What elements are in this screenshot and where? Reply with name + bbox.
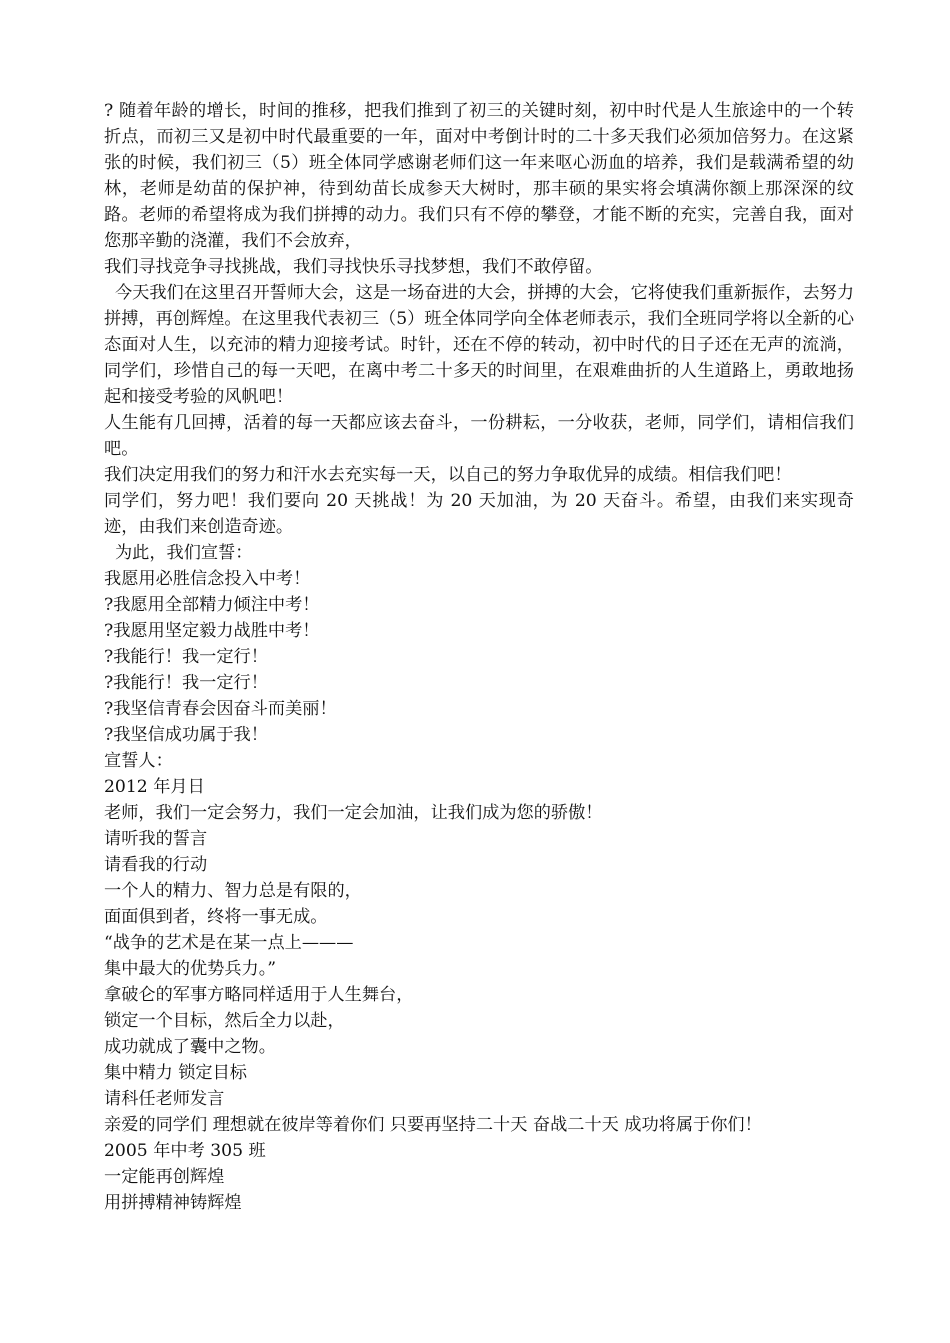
- document-page: [104, 98, 854, 1216]
- text-line: 面面俱到者，终将一事无成。: [104, 907, 328, 927]
- text-line: 请科任老师发言: [104, 1089, 225, 1109]
- oath-signer: 宣誓人：: [104, 751, 173, 771]
- paragraph-line: 我们决定用我们的努力和汗水去充实每一天，以自己的努力争取优异的成绩。相信我们吧！: [104, 465, 792, 485]
- text-line: 2005 年中考 305 班: [104, 1141, 266, 1161]
- oath-line: ?我愿用坚定毅力战胜中考！: [104, 621, 320, 641]
- paragraph-intro: ? 随着年龄的增长，时间的推移，把我们推到了初三的关键时刻，初中时代是人生旅途中的一个转折点，而初三又是初中时代最重要的一年，面对中考倒计时的二十多天我们必须加倍努力。在这紧张的时候，我们初三（5）班全体同学感谢老师们这一年来呕心沥血的培养，我们是载满希望的幼林，老师是幼苗的保护神，待到幼苗长成参天大树时，那丰硕的果实将会填满你额上那深深的纹路。老师的希望将成为我们拼搏的动力。我们只有不停的攀登，才能不断的充实，完善自我，面对您那辛勤的浇灌，我们不会放弃，: [104, 101, 854, 251]
- text-line: 亲爱的同学们 理想就在彼岸等着你们 只要再坚持二十天 奋战二十天 成功将属于你们！: [104, 1115, 762, 1135]
- oath-line: ?我愿用全部精力倾注中考！: [104, 595, 320, 615]
- oath-date: 2012 年月日: [104, 777, 205, 797]
- text-line: 锁定一个目标，然后全力以赴，: [104, 1011, 345, 1031]
- quote-line: “战争的艺术是在某一点上———: [104, 933, 354, 953]
- quote-line: 集中最大的优势兵力。”: [104, 959, 277, 979]
- text-line: 集中精力 锁定目标: [104, 1063, 247, 1083]
- oath-line: ?我坚信青春会因奋斗而美丽！: [104, 699, 337, 719]
- text-line: 一个人的精力、智力总是有限的，: [104, 881, 362, 901]
- paragraph-line: 我们寻找竞争寻找挑战，我们寻找快乐寻找梦想，我们不敢停留。: [104, 257, 603, 277]
- oath-line: ?我坚信成功属于我！: [104, 725, 268, 745]
- oath-intro: 为此，我们宣誓：: [104, 543, 253, 563]
- oath-line: ?我能行！我一定行！: [104, 647, 268, 667]
- text-line: 成功就成了囊中之物。: [104, 1037, 276, 1057]
- text-line: 请看我的行动: [104, 855, 208, 875]
- paragraph-line: 人生能有几回搏，活着的每一天都应该去奋斗，一份耕耘，一分收获，老师，同学们，请相信我们吧。: [104, 413, 854, 459]
- text-line: 请听我的誓言: [104, 829, 208, 849]
- text-line: 老师，我们一定会努力，我们一定会加油，让我们成为您的骄傲！: [104, 803, 603, 823]
- oath-line: 我愿用必胜信念投入中考！: [104, 569, 311, 589]
- oath-line: ?我能行！我一定行！: [104, 673, 268, 693]
- paragraph-line: 同学们，努力吧！我们要向 20 天挑战！为 20 天加油，为 20 天奋斗。希望，由我们来实现奇迹，由我们来创造奇迹。: [104, 491, 854, 537]
- text-line: 用拼搏精神铸辉煌: [104, 1193, 242, 1213]
- paragraph-assembly: 今天我们在这里召开誓师大会，这是一场奋进的大会，拼搏的大会，它将使我们重新振作，去努力拼搏，再创辉煌。在这里我代表初三（5）班全体同学向全体老师表示，我们全班同学将以全新的心态面对人生，以充沛的精力迎接考试。时针，还在不停的转动，初中时代的日子还在无声的流淌，同学们，珍惜自己的每一天吧，在离中考二十多天的时间里，在艰难曲折的人生道路上，勇敢地扬起和接受考验的风帆吧！: [104, 283, 855, 407]
- text-line: 拿破仑的军事方略同样适用于人生舞台，: [104, 985, 414, 1005]
- text-line: 一定能再创辉煌: [104, 1167, 225, 1187]
